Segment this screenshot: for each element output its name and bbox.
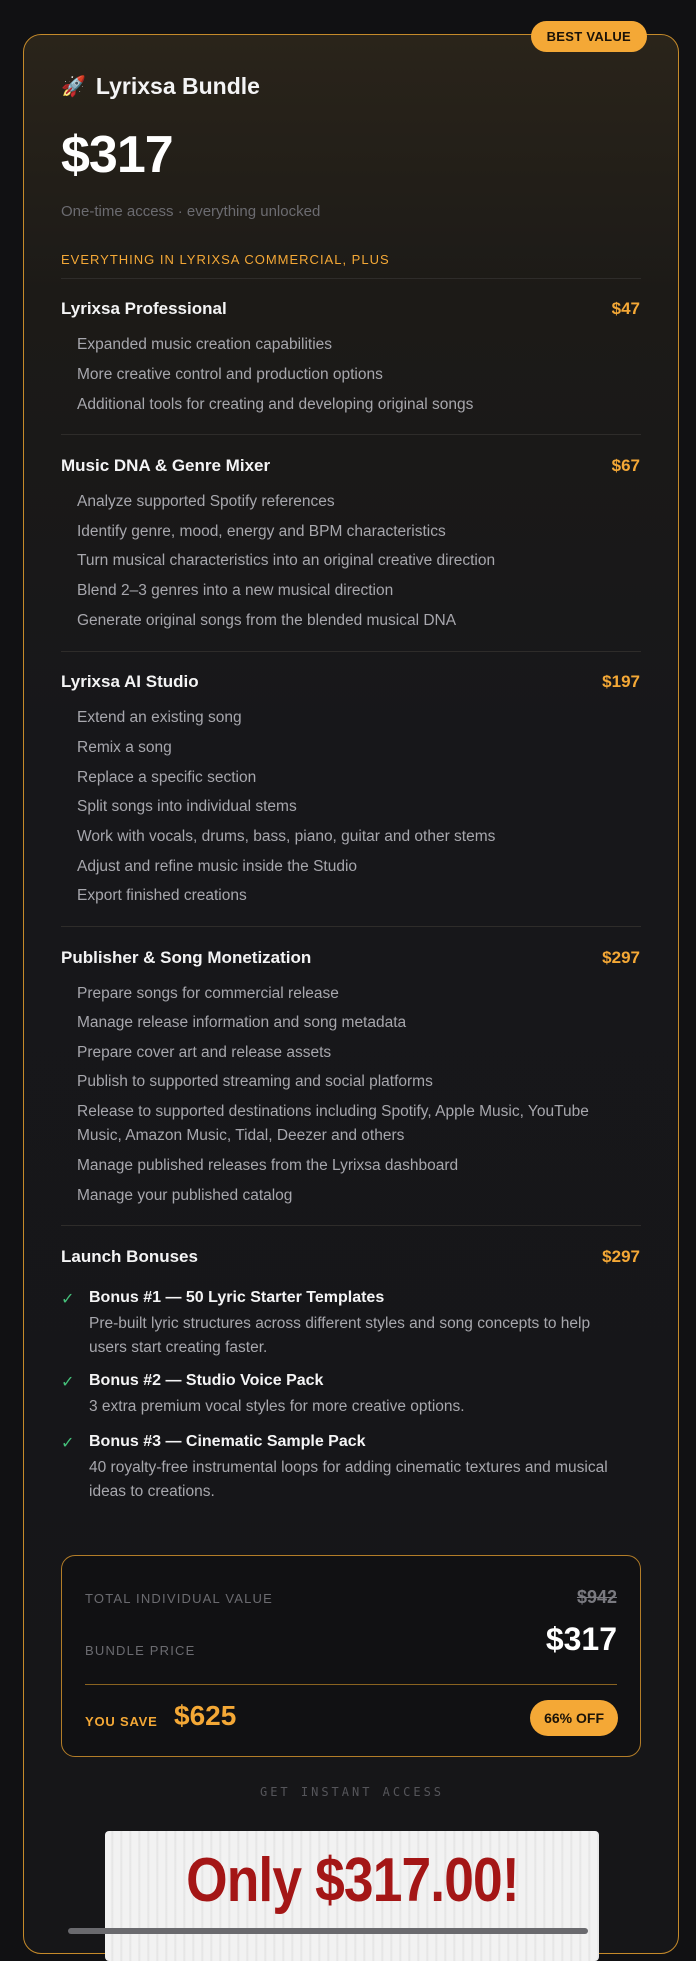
feature-item: Manage your published catalog bbox=[77, 1187, 293, 1204]
feature-item: Expanded music creation capabilities bbox=[77, 336, 333, 353]
bonus-title: Bonus #2 — Studio Voice Pack bbox=[89, 1372, 324, 1389]
feature-item: Generate original songs from the blended musical DNA bbox=[77, 612, 457, 629]
divider bbox=[61, 926, 641, 927]
bonus-description: 40 royalty-free instrumental loops for adding cinematic textures and musical ideas to creations. bbox=[89, 1459, 608, 1500]
buy-button-text: Only $317.00! bbox=[185, 1846, 519, 1915]
divider bbox=[61, 278, 641, 279]
section-title: Lyrixsa Professional bbox=[61, 299, 227, 318]
check-icon: ✓ bbox=[61, 1374, 75, 1391]
price-summary-box bbox=[61, 1555, 641, 1757]
bonuses-title: Launch Bonuses bbox=[61, 1247, 198, 1266]
divider bbox=[61, 651, 641, 652]
bundle-price-amount: $317 bbox=[545, 1621, 617, 1657]
divider bbox=[61, 434, 641, 435]
feature-item: Analyze supported Spotify references bbox=[77, 493, 335, 510]
feature-item: Adjust and refine music inside the Studio bbox=[77, 858, 358, 875]
cta-label: GET INSTANT ACCESS bbox=[259, 1785, 445, 1799]
section-price: $47 bbox=[611, 299, 640, 318]
section-title: Lyrixsa AI Studio bbox=[61, 672, 199, 691]
bundle-title: Lyrixsa Bundle bbox=[95, 73, 260, 99]
bundle-price-label: BUNDLE PRICE bbox=[85, 1643, 196, 1658]
total-value-label: TOTAL INDIVIDUAL VALUE bbox=[85, 1591, 273, 1606]
section-price: $197 bbox=[602, 672, 640, 691]
feature-item: More creative control and production options bbox=[77, 366, 383, 383]
best-value-badge: BEST VALUE bbox=[531, 21, 647, 52]
you-save-label: YOU SAVE bbox=[85, 1714, 158, 1729]
feature-item: Extend an existing song bbox=[77, 709, 242, 726]
section-price: $67 bbox=[611, 456, 640, 475]
divider bbox=[61, 1225, 641, 1226]
feature-item: Replace a specific section bbox=[77, 769, 257, 786]
feature-item: Additional tools for creating and developing original songs bbox=[77, 396, 474, 413]
you-save-amount: $625 bbox=[174, 1700, 237, 1731]
bonus-title: Bonus #3 — Cinematic Sample Pack bbox=[89, 1433, 366, 1450]
feature-item: Prepare cover art and release assets bbox=[77, 1044, 332, 1061]
bonuses-price: $297 bbox=[602, 1247, 640, 1266]
feature-item: Prepare songs for commercial release bbox=[77, 985, 339, 1002]
bundle-price: $317 bbox=[61, 126, 173, 184]
total-value-amount: $942 bbox=[576, 1587, 617, 1607]
feature-item: Work with vocals, drums, bass, piano, guitar and other stems bbox=[77, 828, 496, 845]
feature-item: Publish to supported streaming and social platforms bbox=[77, 1073, 433, 1090]
bundle-card bbox=[23, 29, 679, 1954]
feature-item: Split songs into individual stems bbox=[77, 798, 297, 815]
horizontal-scrollbar[interactable] bbox=[68, 1928, 588, 1934]
feature-item: Blend 2–3 genres into a new musical direction bbox=[77, 582, 394, 599]
discount-badge: 66% OFF bbox=[530, 1700, 618, 1736]
bonus-title: Bonus #1 — 50 Lyric Starter Templates bbox=[89, 1289, 385, 1306]
bundle-title-row bbox=[61, 73, 260, 100]
includes-label: EVERYTHING IN LYRIXSA COMMERCIAL, PLUS bbox=[61, 252, 390, 267]
feature-item: Identify genre, mood, energy and BPM characteristics bbox=[77, 523, 446, 540]
feature-item: Manage release information and song metadata bbox=[77, 1014, 407, 1031]
feature-item: Remix a song bbox=[77, 739, 172, 756]
feature-item: Export finished creations bbox=[77, 887, 247, 904]
summary-divider bbox=[85, 1684, 617, 1685]
bundle-tagline: One-time access · everything unlocked bbox=[61, 203, 321, 220]
feature-item: Turn musical characteristics into an original creative direction bbox=[77, 552, 496, 569]
rocket-icon: 🚀 bbox=[61, 76, 86, 98]
section-title: Publisher & Song Monetization bbox=[61, 948, 312, 967]
bonus-description: Pre-built lyric structures across different styles and song concepts to help users start creating faster. bbox=[89, 1315, 591, 1356]
buy-now-button[interactable] bbox=[105, 1831, 599, 1961]
feature-item: Manage published releases from the Lyrixsa dashboard bbox=[77, 1157, 459, 1174]
bonus-description: 3 extra premium vocal styles for more creative options. bbox=[89, 1398, 465, 1415]
check-icon: ✓ bbox=[61, 1435, 75, 1452]
section-title: Music DNA & Genre Mixer bbox=[61, 456, 271, 475]
section-price: $297 bbox=[602, 948, 640, 967]
check-icon: ✓ bbox=[61, 1291, 75, 1308]
feature-item: Release to supported destinations including Spotify, Apple Music, YouTube Music, Amazon Music, Tidal, Deezer and others bbox=[77, 1103, 589, 1144]
